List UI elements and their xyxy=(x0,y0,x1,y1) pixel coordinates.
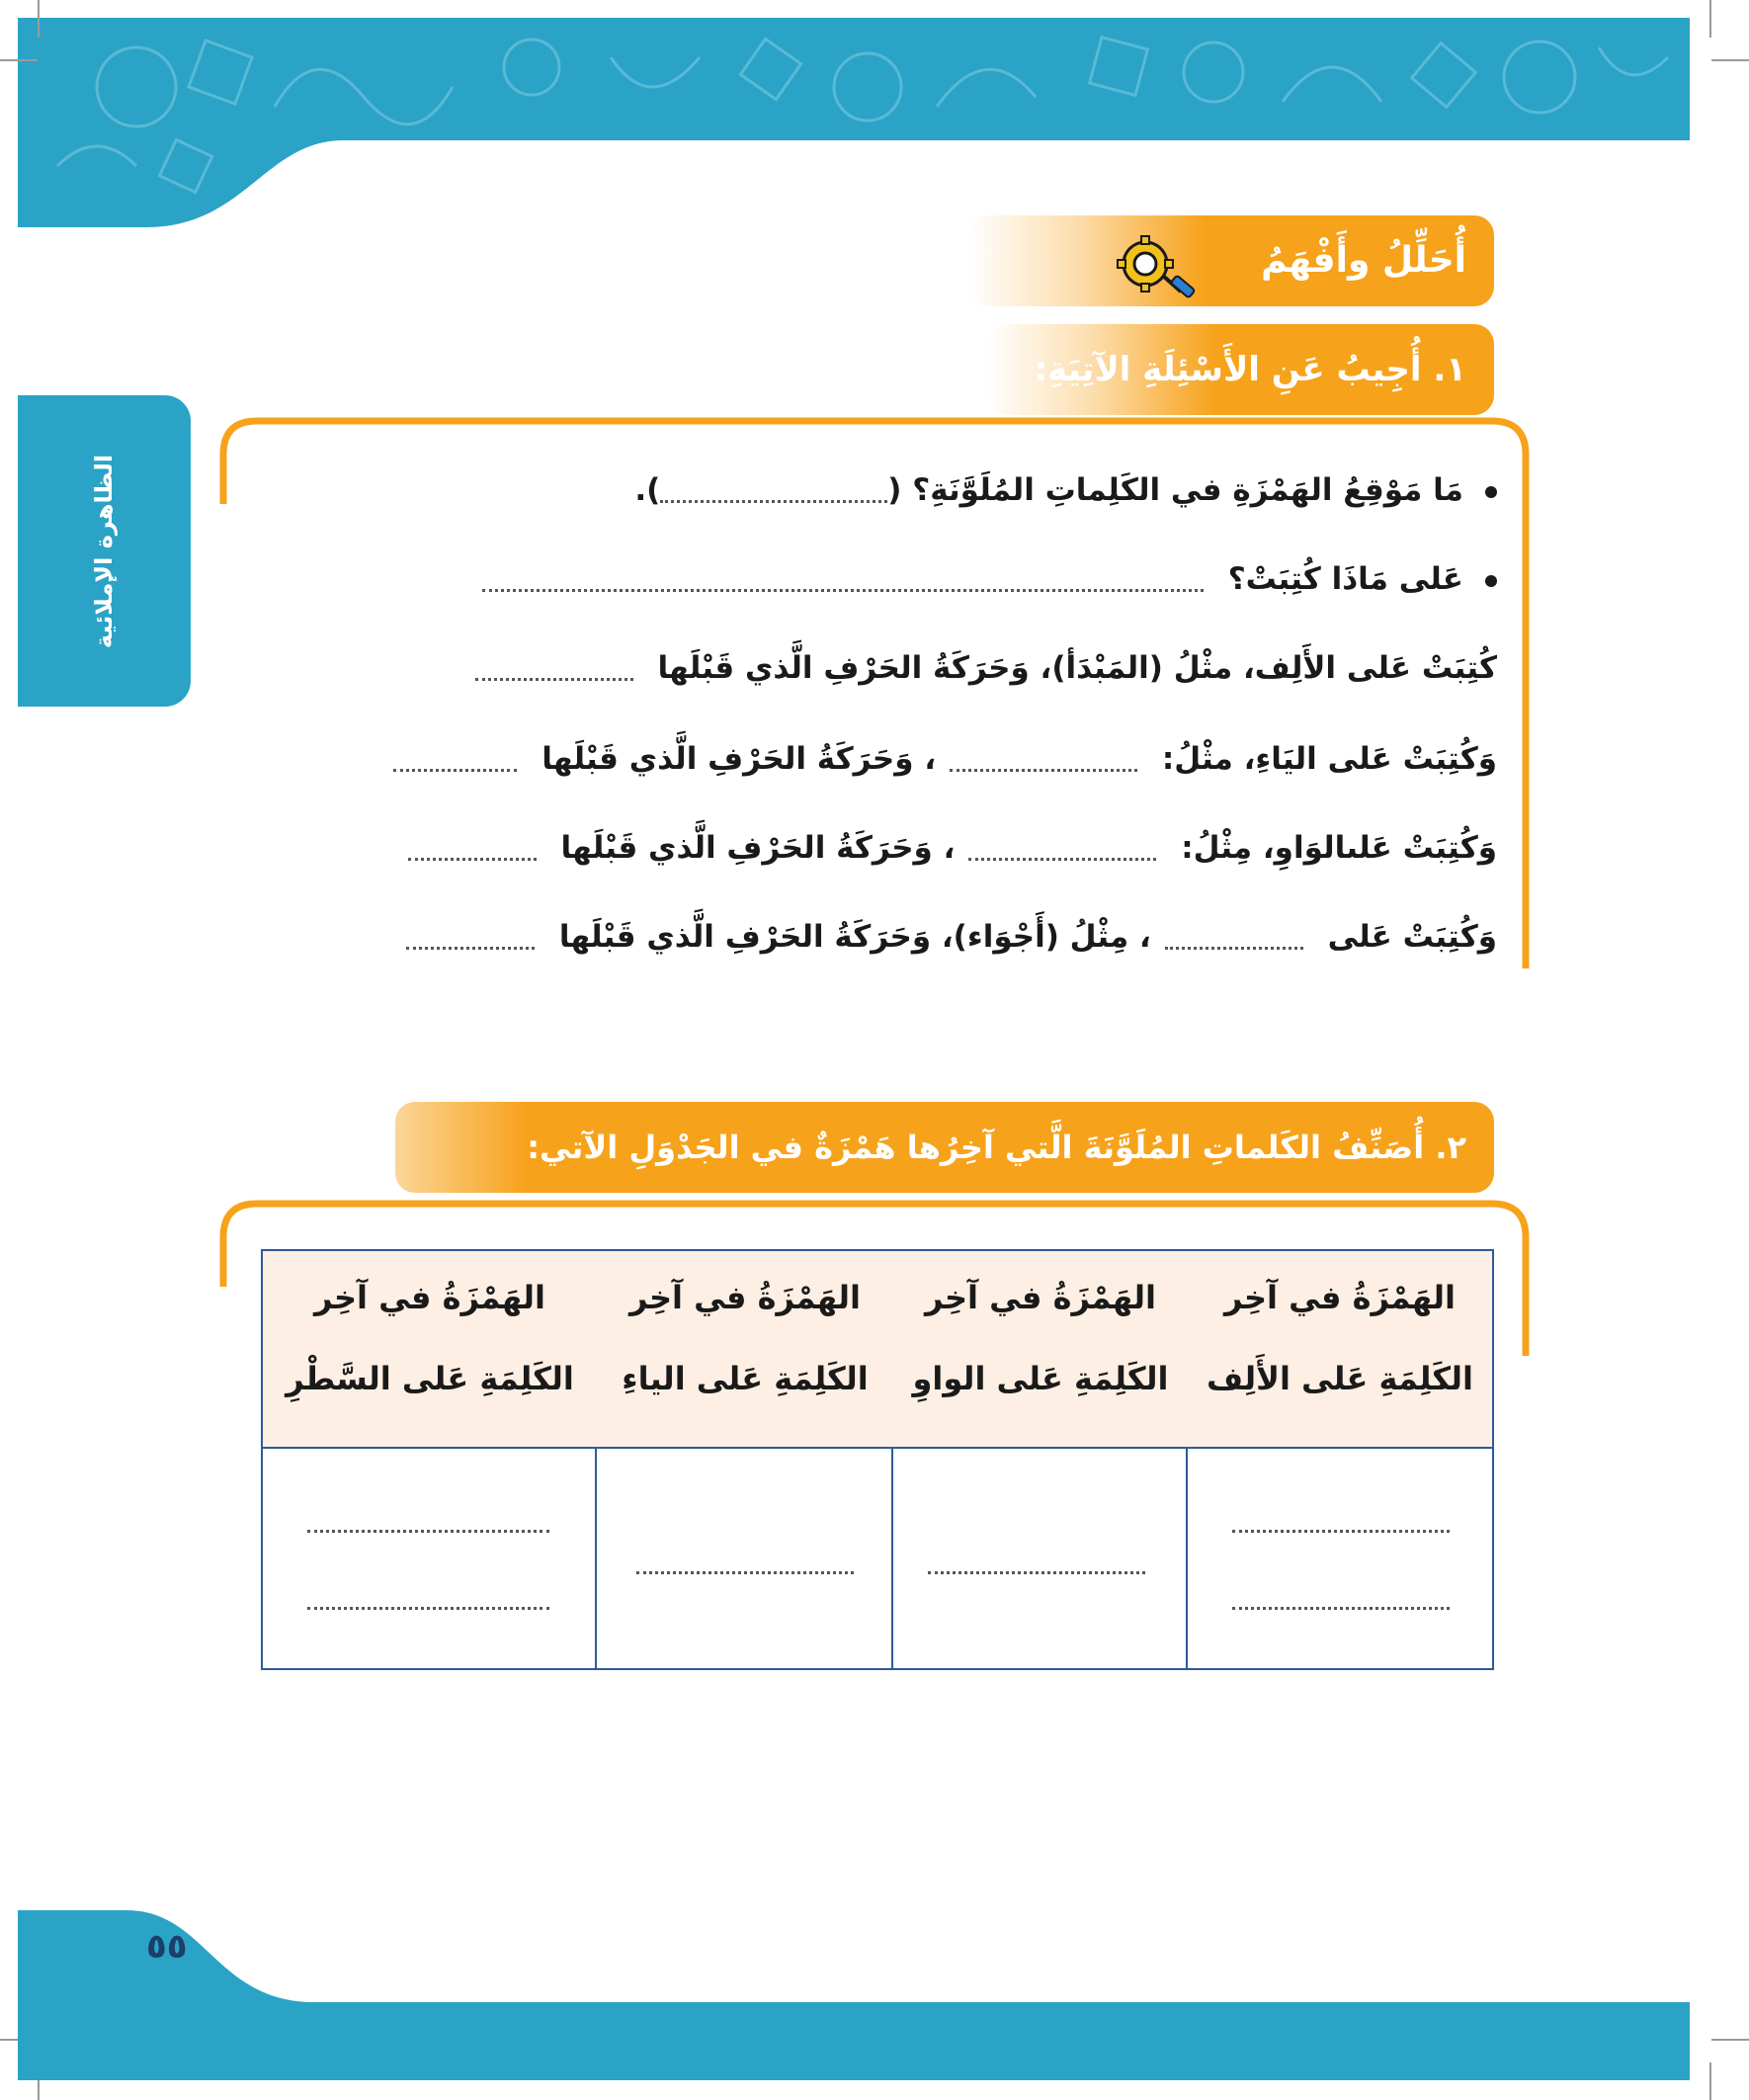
crop-mark xyxy=(0,59,38,61)
question1-title: ١. أُجِيبُ عَنِ الأَسْئِلَةِ الآتِيَةِ: xyxy=(1034,350,1466,389)
column-alef xyxy=(1186,1251,1492,1668)
alef-line: كُتِبَتْ عَلى الأَلِف، مثْلُ (المَبْدَأ)، وَحَرَكَةُ الحَرْفِ الَّذي قَبْلَها xyxy=(475,650,1497,686)
column-waw xyxy=(891,1251,1188,1668)
crop-mark xyxy=(1709,0,1711,38)
answer-blank[interactable] xyxy=(1232,1528,1450,1533)
magnifier-gear-icon xyxy=(1112,232,1201,301)
answer-blank[interactable] xyxy=(408,838,537,861)
crop-mark xyxy=(38,0,40,38)
crop-mark xyxy=(1711,59,1749,61)
answer-blank[interactable] xyxy=(1232,1605,1450,1610)
column-satr xyxy=(263,1251,597,1668)
question2-banner xyxy=(395,1102,1494,1193)
column-yaa xyxy=(595,1251,893,1668)
yaa-line: وَكُتِبَتْ عَلى اليَاءِ، مثْلُ: ، وَحَرَكَةُ الحَرْفِ الَّذي قَبْلَها xyxy=(393,741,1497,777)
answer-blank[interactable] xyxy=(482,569,1204,592)
footer-band xyxy=(18,1910,1690,2080)
answer-blank[interactable] xyxy=(660,480,887,503)
answer-blank[interactable] xyxy=(636,1569,854,1574)
question2-title: ٢. أُصَنِّفُ الكَلماتِ المُلَوَّنَةَ الَّتي آخِرُها هَمْزَةٌ في الجَدْوَلِ الآتي: xyxy=(527,1129,1466,1166)
bullet-icon xyxy=(1485,486,1497,498)
side-tab-label: الظاهرة الإملائية xyxy=(90,454,119,648)
waw-line: وَكُتِبَتْ عَلىالوَاوِ، مِثْلُ: ، وَحَرَكَةُ الحَرْفِ الَّذي قَبْلَها xyxy=(408,830,1497,866)
side-tab xyxy=(18,395,191,707)
answer-blank[interactable] xyxy=(968,838,1156,861)
answer-blank[interactable] xyxy=(393,749,517,772)
answer-blank[interactable] xyxy=(1165,927,1303,950)
satr-line: وَكُتِبَتْ عَلى ، مِثْلُ (أَجْوَاء)، وَحَرَكَةُ الحَرْفِ الَّذي قَبْلَها xyxy=(406,919,1497,955)
answer-blank[interactable] xyxy=(950,749,1137,772)
answer-blank[interactable] xyxy=(406,927,535,950)
page-number: ٥٥ xyxy=(146,1927,188,1967)
classification-table xyxy=(261,1249,1494,1670)
question1-bullet1: مَا مَوْقِعُ الهَمْزَةِ في الكَلِماتِ المُلَوَّنَةِ؟ (). xyxy=(634,472,1497,508)
column-header-alef: الهَمْزَةُ في آخِر الكَلِمَةِ عَلى الأَلِف xyxy=(1188,1251,1492,1449)
column-header-satr: الهَمْزَةُ في آخِر الكَلِمَةِ عَلى السَّطْرِ xyxy=(263,1251,597,1449)
question1-bullet2: عَلى مَاذَا كُتِبَتْ؟ xyxy=(482,561,1497,597)
question1-banner xyxy=(988,324,1494,415)
answer-blank[interactable] xyxy=(475,658,633,681)
crop-mark xyxy=(1709,2062,1711,2100)
answer-blank[interactable] xyxy=(307,1528,549,1533)
column-header-waw: الهَمْزَةُ في آخِر الكَلِمَةِ عَلى الواوِ xyxy=(893,1251,1188,1449)
header-band xyxy=(18,18,1690,227)
answer-blank[interactable] xyxy=(928,1569,1145,1574)
column-header-yaa: الهَمْزَةُ في آخِر الكَلِمَةِ عَلى الياءِ xyxy=(597,1251,893,1449)
section-header-title: أُحَلِّلُ وأَفْهَمُ xyxy=(1261,240,1466,281)
answer-blank[interactable] xyxy=(307,1605,549,1610)
bullet-icon xyxy=(1485,575,1497,587)
crop-mark xyxy=(1711,2039,1749,2041)
section-header-banner xyxy=(968,215,1494,306)
